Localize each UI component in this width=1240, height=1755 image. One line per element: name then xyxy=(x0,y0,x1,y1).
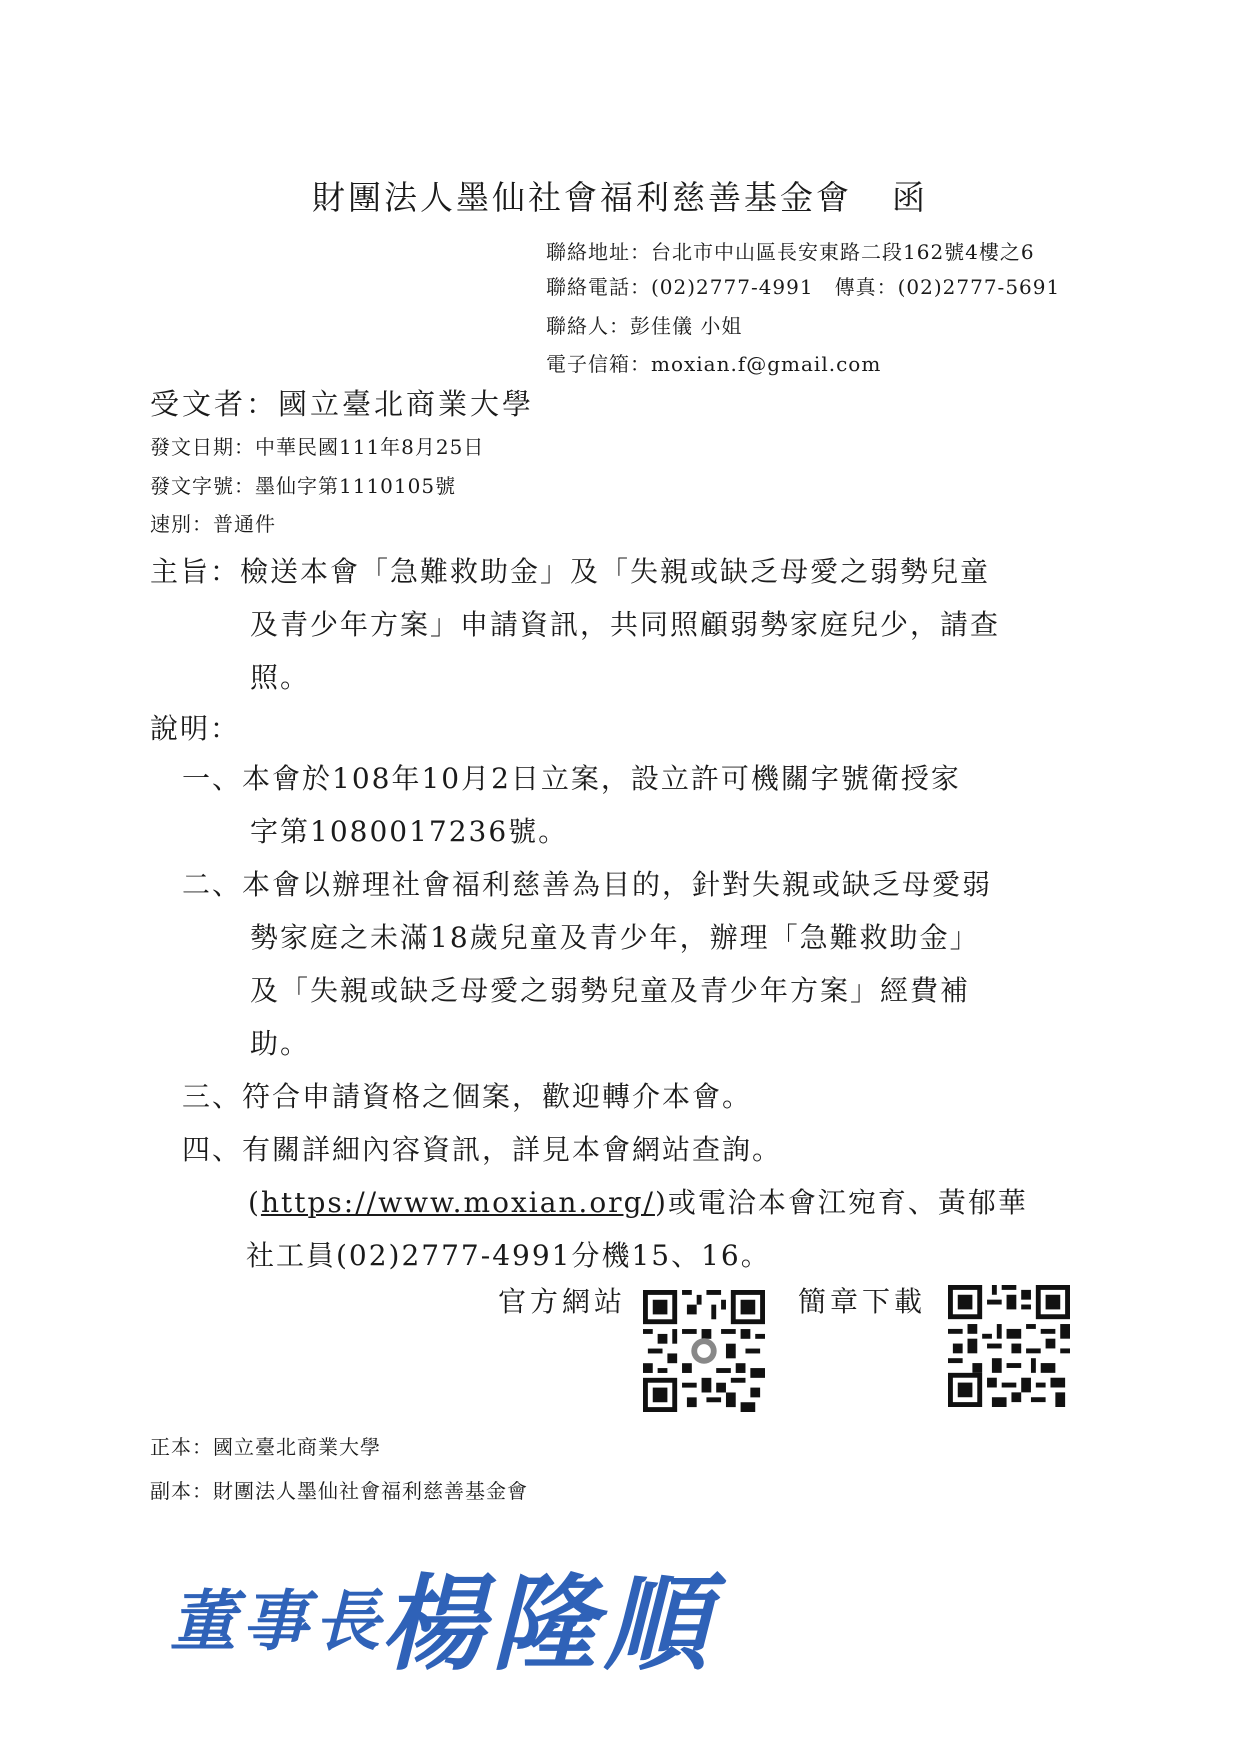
speed-class: 速別：普通件 xyxy=(150,512,276,536)
document-title xyxy=(0,172,1240,219)
brochure-qr-code[interactable] xyxy=(948,1285,1070,1407)
subject-line-1: 主旨：檢送本會「急難救助金」及「失親或缺乏母愛之弱勢兒童 xyxy=(150,555,991,588)
chairman-title-seal: 董事長 xyxy=(170,1582,386,1660)
paren-open: ( xyxy=(248,1186,261,1219)
contact-email: 電子信箱：moxian.f@gmail.com xyxy=(546,352,882,376)
explanation-item-2-line-2: 勢家庭之未滿18歲兒童及青少年，辦理「急難救助金」 xyxy=(250,921,980,954)
website-qr-code[interactable] xyxy=(643,1290,765,1412)
explanation-item-1-line-2: 字第1080017236號。 xyxy=(250,815,569,848)
explanation-heading: 說明： xyxy=(150,712,241,745)
org-title: 財團法人墨仙社會福利慈善基金會 xyxy=(312,178,852,217)
explanation-item-2-line-3: 及「失親或缺乏母愛之弱勢兒童及青少年方案」經費補 xyxy=(250,974,971,1007)
contact-person: 聯絡人：彭佳儀 小姐 xyxy=(546,314,743,338)
website-qr-label: 官方網站 xyxy=(498,1285,627,1318)
brochure-qr-label: 簡章下載 xyxy=(798,1285,927,1318)
explanation-item-4-line-3: 社工員(02)2777-4991分機15、16。 xyxy=(246,1239,771,1272)
chairman-name-seal: 楊隆順 xyxy=(380,1562,717,1685)
issue-number: 發文字號：墨仙字第1110105號 xyxy=(150,474,457,498)
subject-line-3: 照。 xyxy=(250,661,311,694)
url-trailing-text: )或電洽本會江宛育、黃郁華 xyxy=(654,1186,1028,1219)
contact-phone: 聯絡電話：(02)2777-4991 傳真：(02)2777-5691 xyxy=(546,275,1061,299)
subject-line-2: 及青少年方案」申請資訊，共同照顧弱勢家庭兒少，請查 xyxy=(250,608,1001,641)
explanation-item-2-line-1: 二、本會以辦理社會福利慈善為目的，針對失親或缺乏母愛弱 xyxy=(182,868,993,901)
explanation-item-4-line-1: 四、有關詳細內容資訊，詳見本會網站查詢。 xyxy=(182,1133,783,1166)
explanation-item-3-line-1: 三、符合申請資格之個案，歡迎轉介本會。 xyxy=(182,1080,753,1113)
website-link[interactable]: https://www.moxian.org/ xyxy=(260,1186,655,1219)
issue-date: 發文日期：中華民國111年8月25日 xyxy=(150,435,485,459)
recipient: 受文者：國立臺北商業大學 xyxy=(150,387,535,421)
copy-duplicate: 副本：財團法人墨仙社會福利慈善基金會 xyxy=(150,1479,528,1503)
doc-type: 函 xyxy=(892,178,928,217)
explanation-item-2-line-4: 助。 xyxy=(250,1027,311,1060)
copy-original: 正本：國立臺北商業大學 xyxy=(150,1435,381,1459)
contact-address: 聯絡地址：台北市中山區長安東路二段162號4樓之6 xyxy=(546,240,1035,264)
explanation-item-4-line-2 xyxy=(248,1181,1028,1221)
explanation-item-1-line-1: 一、本會於108年10月2日立案，設立許可機關字號衛授家 xyxy=(182,762,961,795)
